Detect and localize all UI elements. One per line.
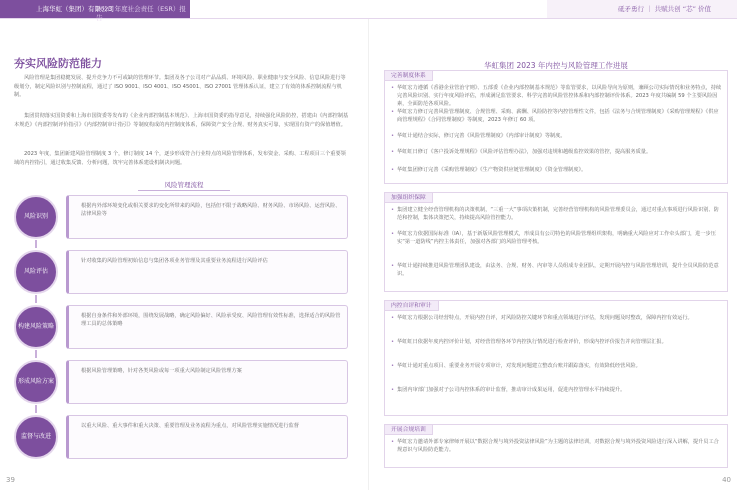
flow-stage-plan <box>14 358 348 406</box>
stage-circle: 形成风险方案 <box>14 360 58 404</box>
stage-box <box>66 415 348 459</box>
panel-training <box>384 424 728 468</box>
panel-label: 完善制度体系 <box>384 70 433 81</box>
list-item: • 华虹宏力邀请外部专家律师开展以“数据合规与境外投资法律风险”为主题的法律培训，对数据合规与境外投资风险进行深入讲解，提升员工合规意识与风险防范能力。 <box>391 439 723 455</box>
list-item: • 华虹计通对重点项目、重要业务开展专项审计，对发现问题建立整改台账并跟踪落实，有效降低经营风险。 <box>391 363 723 371</box>
flow-stage-assess <box>14 248 348 296</box>
flow-connector <box>35 405 37 413</box>
flow-stage-monitor <box>14 413 348 461</box>
list-item: • 华虹宏力依据国际标准（IA），基于新版风险管理模式，形成具有公司特色的风险管理组织架构，明确重大风险应对工作牵头部门，进一步压实“第一道防线”内控主体责任，加强对各部门的风险管理考核。 <box>391 231 723 247</box>
list-item: • 华虹宏力遵循《香港企业管治守则》、五部委《企业内部控制基本规范》等监管要求，以风险导向为原则，兼顾公司实际情况和业务特点，持续完善风险识别、实行年度风险评估，形成满足监管要求、科学完善的风险管控体系和内部控制评价体系。2023 年度共编制 59 个主要风险因素，全面防范各项风险。 <box>391 85 723 108</box>
intro-paragraph-3: 2023 年度，集团新建风险管理制度 3 个，修订制度 14 个，逐步形成符合行业特点的风险管理体系，发布资金、采购、工程项目三个重要领域的内控指引，通过收集反馈、分析问题，筑牢完善体系建设机制决问题。 <box>14 151 346 166</box>
page-number-right: 40 <box>722 476 731 484</box>
list-item: • 华虹虹日依据年度内控评价计划，对经营管理各环节内控执行情况进行检查评价，形成内控评价报告并向管理层汇报。 <box>391 339 723 347</box>
flow-title-underline <box>138 190 230 191</box>
stage-box <box>66 305 348 349</box>
panel-audit <box>384 300 728 416</box>
flow-connector <box>35 295 37 303</box>
flow-stage-identify <box>14 193 348 241</box>
page-number-left: 39 <box>6 476 15 484</box>
stage-description: 根据风险管理策略，针对各类风险或每一项重大风险制定风险管理方案 <box>81 368 242 374</box>
stage-box <box>66 360 348 404</box>
panel-organization <box>384 192 728 292</box>
page-fold <box>368 19 369 490</box>
stage-circle: 风险识别 <box>14 195 58 239</box>
flow-title: 风险管理流程 <box>164 181 204 189</box>
stage-circle: 监督与改进 <box>14 415 58 459</box>
stage-box <box>66 250 348 294</box>
company-name: 上海华虹（集团）有限公司 <box>36 5 114 13</box>
list-item: • 华虹计通结合实际，修订完善《风险管理制度》《内部审计制度》等制度。 <box>391 133 723 141</box>
stage-box <box>66 195 348 239</box>
list-item: • 华虹虹日修订《客户投诉处理规程》《风险评估管理办法》，加强对违规和越级监控效果的管控，提高服务质量。 <box>391 149 723 157</box>
intro-paragraph-2: 集团贯彻落实国资委和上海市国资委等发布的《企业内部控制基本规范》、上海市国资委的指导意见，持续强化风险防控，搭建由《内部控制基本规范》《内部控制评价指引》《内部控制审计指引》等制度构成的内控制度体系，保障资产安全合规、财务真实可靠，实现国有资产的保值增值。 <box>14 113 349 128</box>
stage-description: 根据自身条件和外部环境，围绕发展战略，确定风险偏好、风险承受度、风险管理有效性标准，选择适合的风险管理工具的总体策略 <box>81 313 341 328</box>
stage-circle: 风险评估 <box>14 250 58 294</box>
stage-description: 以重大风险、重大事件和重大决策、重要管理及业务流程为重点，对风险管理实施情况进行监督 <box>81 423 299 429</box>
list-item: • 集团建立健全经营管理机构的决策机制，“三重一大”事项决策机制，完善经营管理机构的风险管理委员会，通过对重点事项进行风险识别、防范和控制，集体决策把关，持续提高风险管控能力。 <box>391 207 723 223</box>
stage-description: 根据内外部环境变化或相关要求的变化所带来的风险，包括但不限于战略风险、财务风险、市场风险、运营风险、法律风险等 <box>81 203 341 218</box>
header-left-band <box>0 0 190 22</box>
list-item: • 华虹计通持续推进风险管理团队建设，由法务、合规、财务、内审等人员组成专业团队，定期开展内控与风险管理培训，提升全员风险防范意识。 <box>391 263 723 279</box>
stage-description: 针对收集的风险管理初始信息与集团各项业务管理及其重要业务流程进行风险评估 <box>81 258 268 264</box>
progress-title: 华虹集团 2023 年内控与风险管理工作进展 <box>484 61 628 70</box>
flow-connector <box>35 350 37 358</box>
panel-label: 加强组织保障 <box>384 192 433 203</box>
panel-label: 内控自评和审计 <box>384 300 439 311</box>
report-title: 2023 年度社会责任（ESR）报告 <box>96 5 186 22</box>
stage-circle: 构建风险策略 <box>14 305 58 349</box>
panel-system <box>384 70 728 184</box>
section-title: 夯实风险防范能力 <box>14 57 102 70</box>
list-item: • 集团内审部门加强对子公司内控体系的审计监督，推动审计成果运用，促进内控管理水平持续提升。 <box>391 387 723 395</box>
header-bar <box>0 0 737 22</box>
list-item: • 华虹宏力根据公司经营特点，开展内控自评，对风险防控关键环节和重点领域进行评估，发现问题及时整改，保障内控有效运行。 <box>391 315 723 323</box>
panel-label: 开展合规培训 <box>384 424 433 435</box>
intro-paragraph-1: 风险管理是集团稳健发展、提升竞争力不可或缺的管理环节。集团及各子公司对产品品质、环境风险、职业健康与安全风险、信息风险进行等级划分，制定风险识别与控制流程，通过了 ISO 9001、ISO 4001、ISO 45001、ISO 27001 管理体系认证，建立了有效的体系控制流程与机制。 <box>14 75 346 99</box>
list-item: • 华虹集团修订完善《采购管理制度》《生产物资供应链管理制度》《资金管理制度》。 <box>391 167 723 175</box>
flow-connector <box>35 240 37 248</box>
list-item: • 华虹宏力修订完善风险管理制度、合规管理、采购、薪酬、风险防控等内控管理性文件，包括《法务与合规管理制度》《采购管理规程》《供应商管理规程》《合同管理制度》等制度，2023 年修订 60 项。 <box>391 109 723 125</box>
flow-stage-strategy <box>14 303 348 351</box>
header-tagline: 砥矛勇行 ｜ 共赋共创 “芯” 价值 <box>618 5 711 13</box>
header-right-band <box>547 0 737 18</box>
